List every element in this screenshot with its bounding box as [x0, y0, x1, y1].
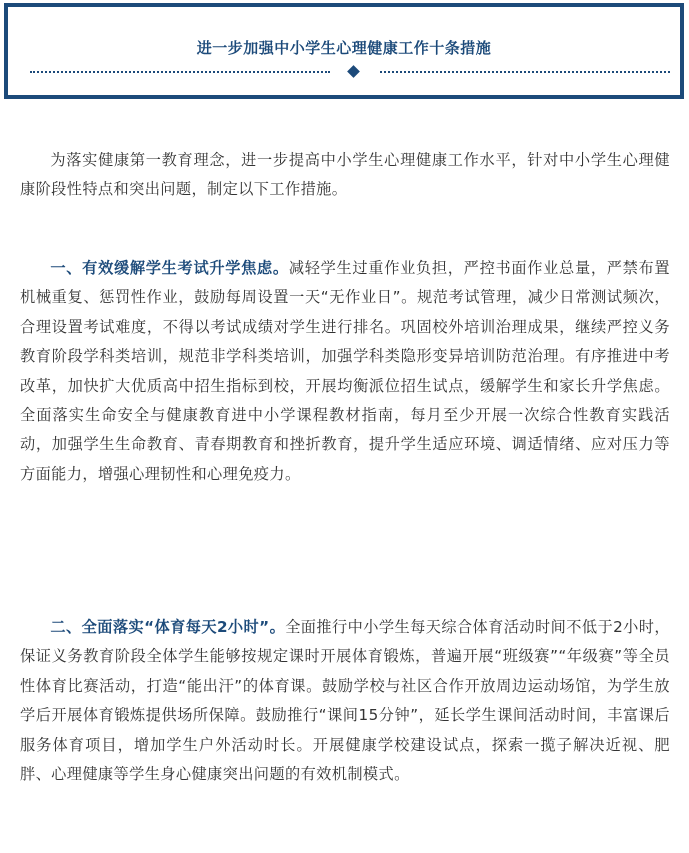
- section-paragraph-2: [20, 613, 670, 853]
- intro-paragraph: 为落实健康第一教育理念，进一步提高中小学生心理健康工作水平，针对中小学生心理健康阶段性特点和突出问题，制定以下工作措施。: [20, 151, 670, 199]
- section-paragraph-1: [20, 254, 670, 584]
- title-divider-left: [30, 71, 330, 73]
- page-title: 进一步加强中小学生心理健康工作十条措施: [196, 39, 492, 57]
- section-text-1: 减轻学生过重作业负担，严控书面作业总量，严禁布置机械重复、惩罚性作业，鼓励每周设置一天“无作业日”。规范考试管理，减少日常测试频次，合理设置考试难度，不得以考试成绩对学生进行排名。巩固校外培训治理成果，继续严控义务教育阶段学科类培训，规范非学科类培训，加强学科类隐形变异培训防范治理。有序推进中考改革，加快扩大优质高中招生指标到校，开展均衡派位招生试点，缓解学生和家长升学焦虑。全面落实生命安全与健康教育进中小学课程教材指南，每月至少开展一次综合性教育实践活动，加强学生生命教育、青春期教育和挫折教育，提升学生适应环境、调适情绪、应对压力等方面能力，增强心理韧性和心理免疫力。: [20, 259, 670, 483]
- section-heading-2: 二、全面落实“体育每天2小时”。: [50, 618, 286, 636]
- section-text-2: 全面推行中小学生每天综合体育活动时间不低于2小时，保证义务教育阶段全体学生能够按规定课时开展体育锻炼，普遍开展“班级赛”“年级赛”等全员性体育比赛活动，打造“能出汗”的体育课。鼓励学校与社区合作开放周边运动场馆，为学生放学后开展体育锻炼提供场所保障。鼓励推行“课间15分钟”，延长学生课间活动时间，丰富课后服务体育项目，增加学生户外活动时长。开展健康学校建设试点，探索一揽子解决近视、肥胖、心理健康等学生身心健康突出问题的有效机制模式。: [20, 618, 670, 784]
- diamond-icon: [347, 65, 360, 78]
- section-heading-1: 一、有效缓解学生考试升学焦虑。: [50, 259, 289, 277]
- article-body: [20, 146, 670, 853]
- title-banner: [4, 3, 684, 99]
- title-divider-right: [380, 71, 670, 73]
